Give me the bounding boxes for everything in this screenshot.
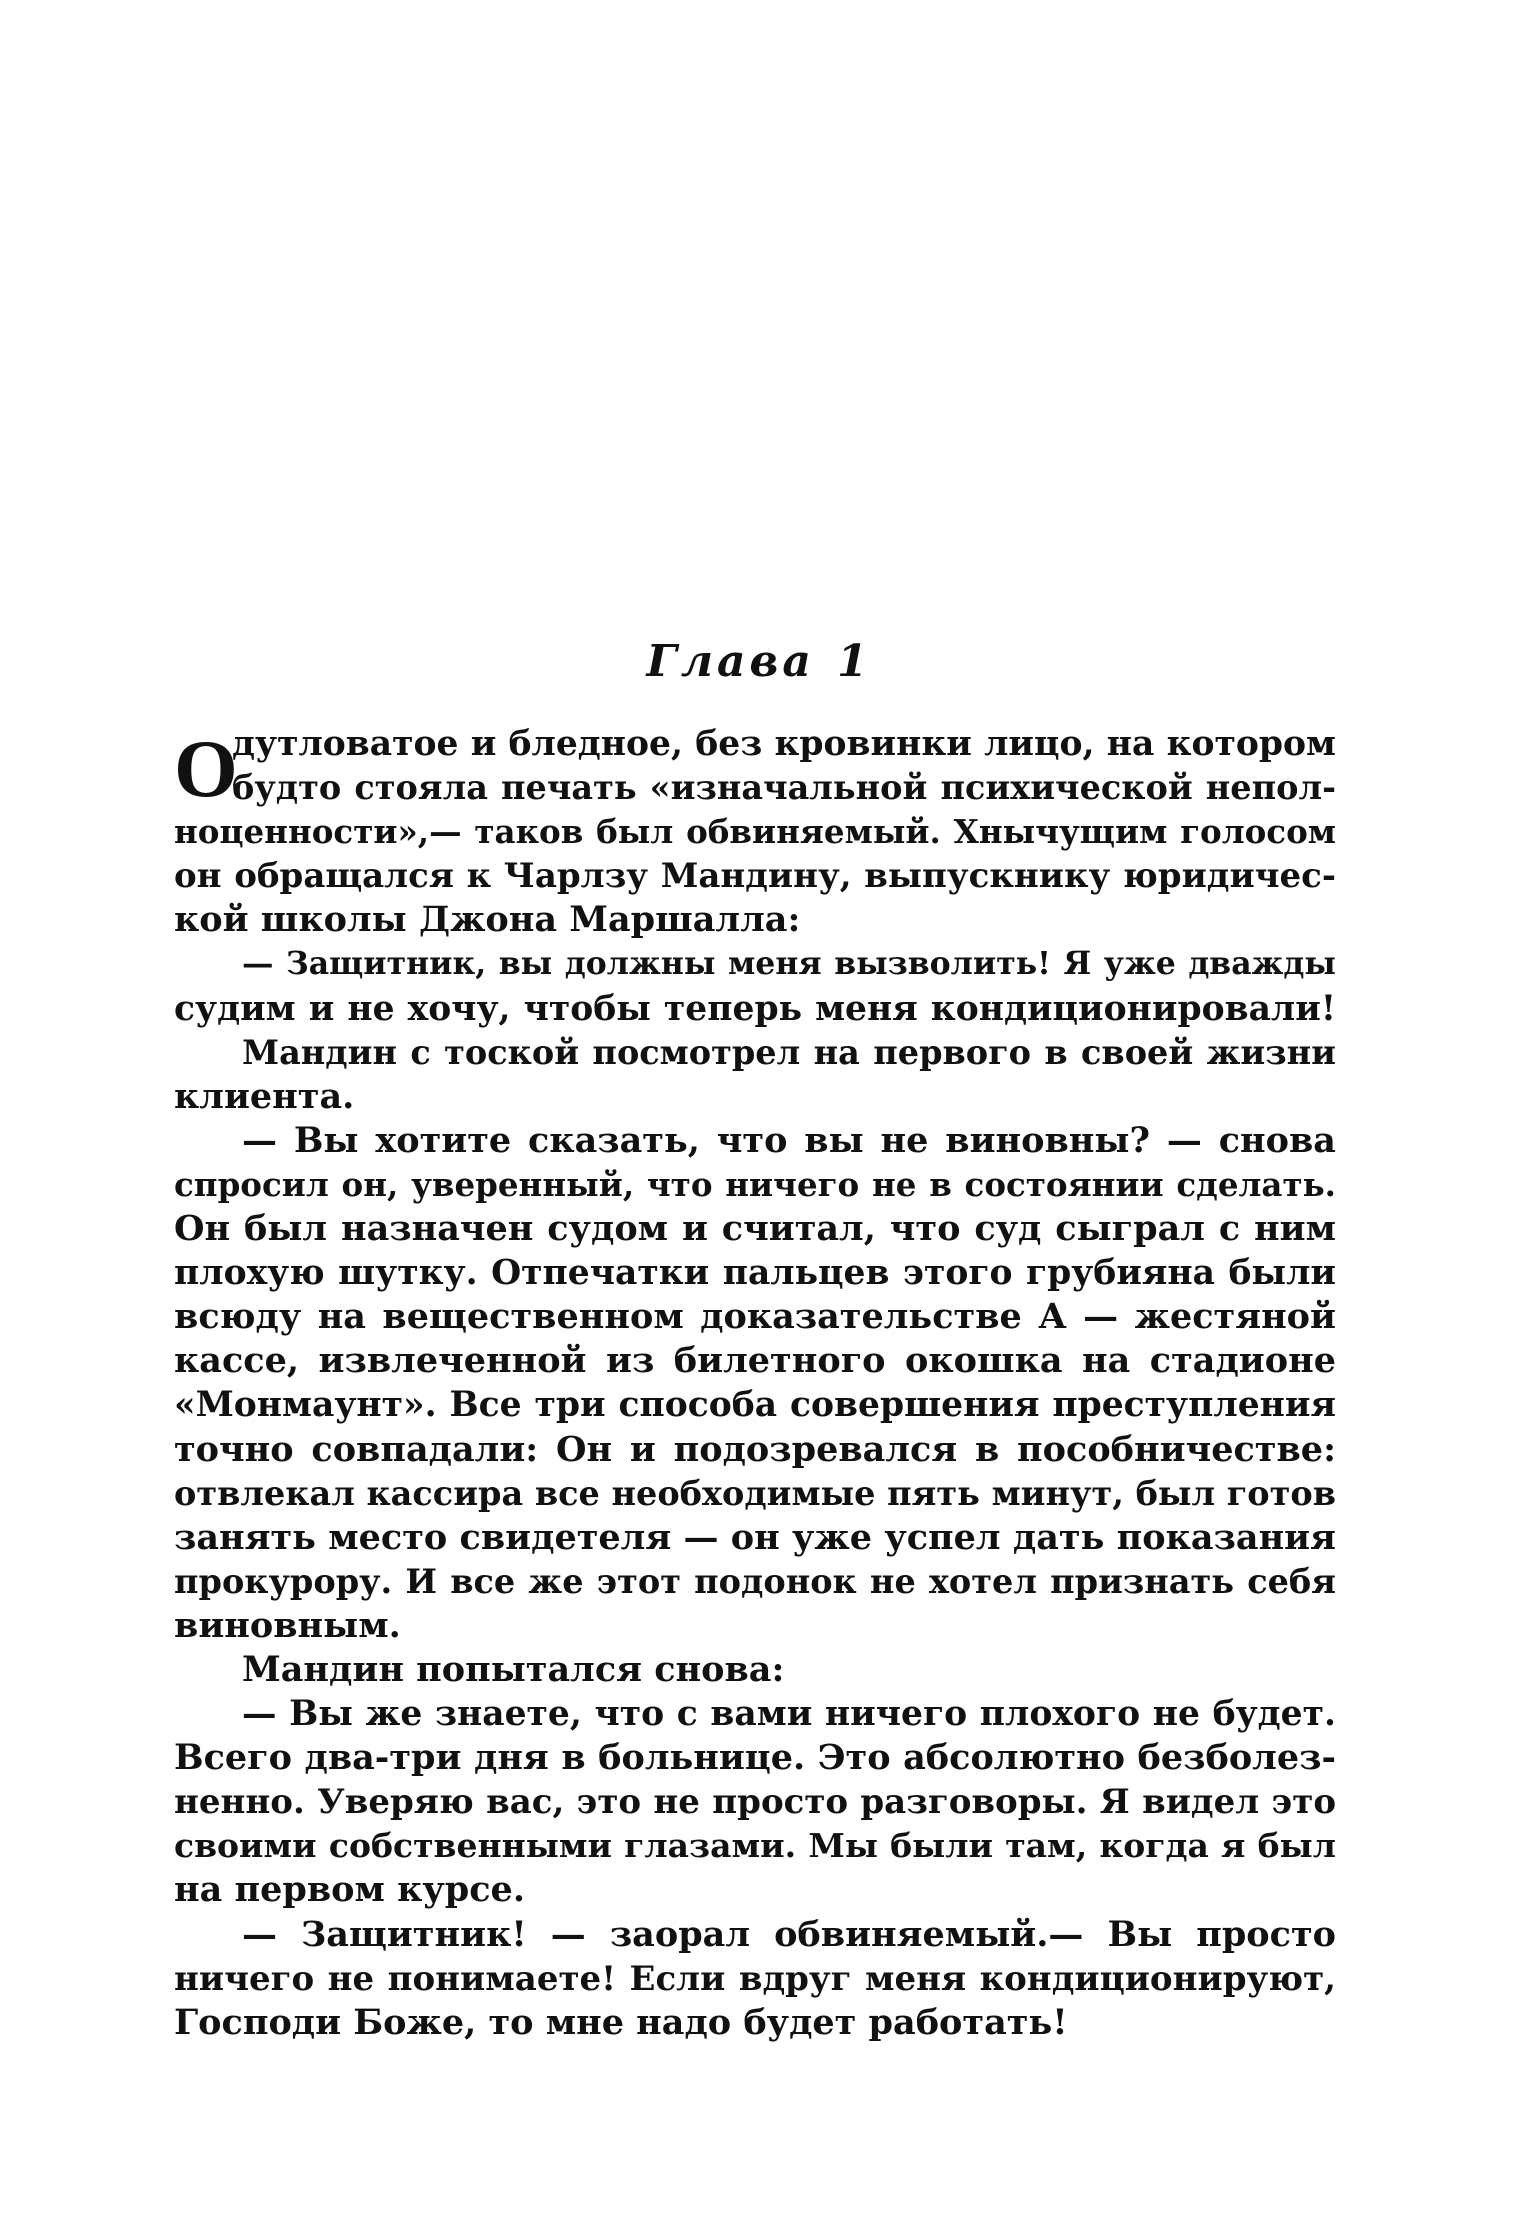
chapter-heading (0, 632, 1518, 692)
text-line: дутловатое и бледное, без кровинки лицо, на котором (232, 724, 1336, 764)
text-line: Мандин с тоской посмотрел на первого в своей жизни (242, 1032, 1336, 1072)
text-line: плохую шутку. Отпечатки пальцев этого грубияна были (174, 1253, 1336, 1294)
text-line: — Вы же знаете, что с вами ничего плохого не будет. (242, 1694, 1336, 1735)
text-line: всюду на вещественном доказательстве А — жестяной (174, 1296, 1336, 1338)
text-line: судим и не хочу, чтобы теперь меня кондиционировали! (174, 988, 1336, 1029)
text-line: — Вы хотите сказать, что вы не виновны? — снова (242, 1119, 1336, 1161)
text-line: точно совпадали: Он и подозревался в пособничестве: (174, 1428, 1336, 1470)
text-line: — Защитник! — заорал обвиняемый.— Вы просто (242, 1913, 1336, 1955)
drop-cap: О (174, 723, 238, 814)
text-line: виновным. (174, 1604, 401, 1646)
text-line: своими собственными глазами. Мы были там, когда я был (174, 1826, 1336, 1866)
text-line: на первом курсе. (174, 1869, 526, 1911)
text-line: кассе, извлеченной из билетного окошка на стадионе (174, 1340, 1336, 1382)
chapter-number: 1 (836, 636, 872, 687)
chapter-body-text (174, 722, 1336, 2045)
text-line: клиента. (174, 1075, 355, 1117)
text-line: он обращался к Чарлзу Мандину, выпускнику юридичес- (174, 856, 1336, 897)
text-line: будто стояла печать «изначальной психической непол- (232, 768, 1336, 808)
text-line: прокурору. И все же этот подонок не хотел признать себя (174, 1561, 1336, 1601)
text-line: ненно. Уверяю вас, это не просто разговоры. Я видел это (174, 1782, 1336, 1823)
text-line: спросил он, уверенный, что ничего не в состоянии сделать. (174, 1164, 1336, 1204)
text-line: — Защитник, вы должны меня вызволить! Я уже дважды (242, 945, 1336, 983)
text-line: отвлекал кассира все необходимые пять минут, был готов (174, 1473, 1337, 1513)
text-line: Он был назначен судом и считал, что суд сыграл с ним (174, 1208, 1336, 1250)
text-line: кой школы Джона Маршалла: (174, 899, 801, 941)
text-line: ничего не понимаете! Если вдруг меня кондиционируют, (174, 1958, 1336, 1999)
text-line: Господи Боже, то мне надо будет работать! (174, 2001, 1068, 2043)
chapter-label: Глава (646, 636, 815, 687)
text-line: Мандин попытался снова: (242, 1648, 785, 1690)
text-line: занять место свидетеля — он уже успел дать показания (174, 1516, 1336, 1558)
text-line: Всего два-три дня в больнице. Это абсолютно безболез- (174, 1737, 1336, 1779)
text-line: «Монмаунт». Все три способа совершения преступления (174, 1385, 1336, 1426)
text-line: ноценности»,— таков был обвиняемый. Хнычущим голосом (174, 812, 1336, 852)
